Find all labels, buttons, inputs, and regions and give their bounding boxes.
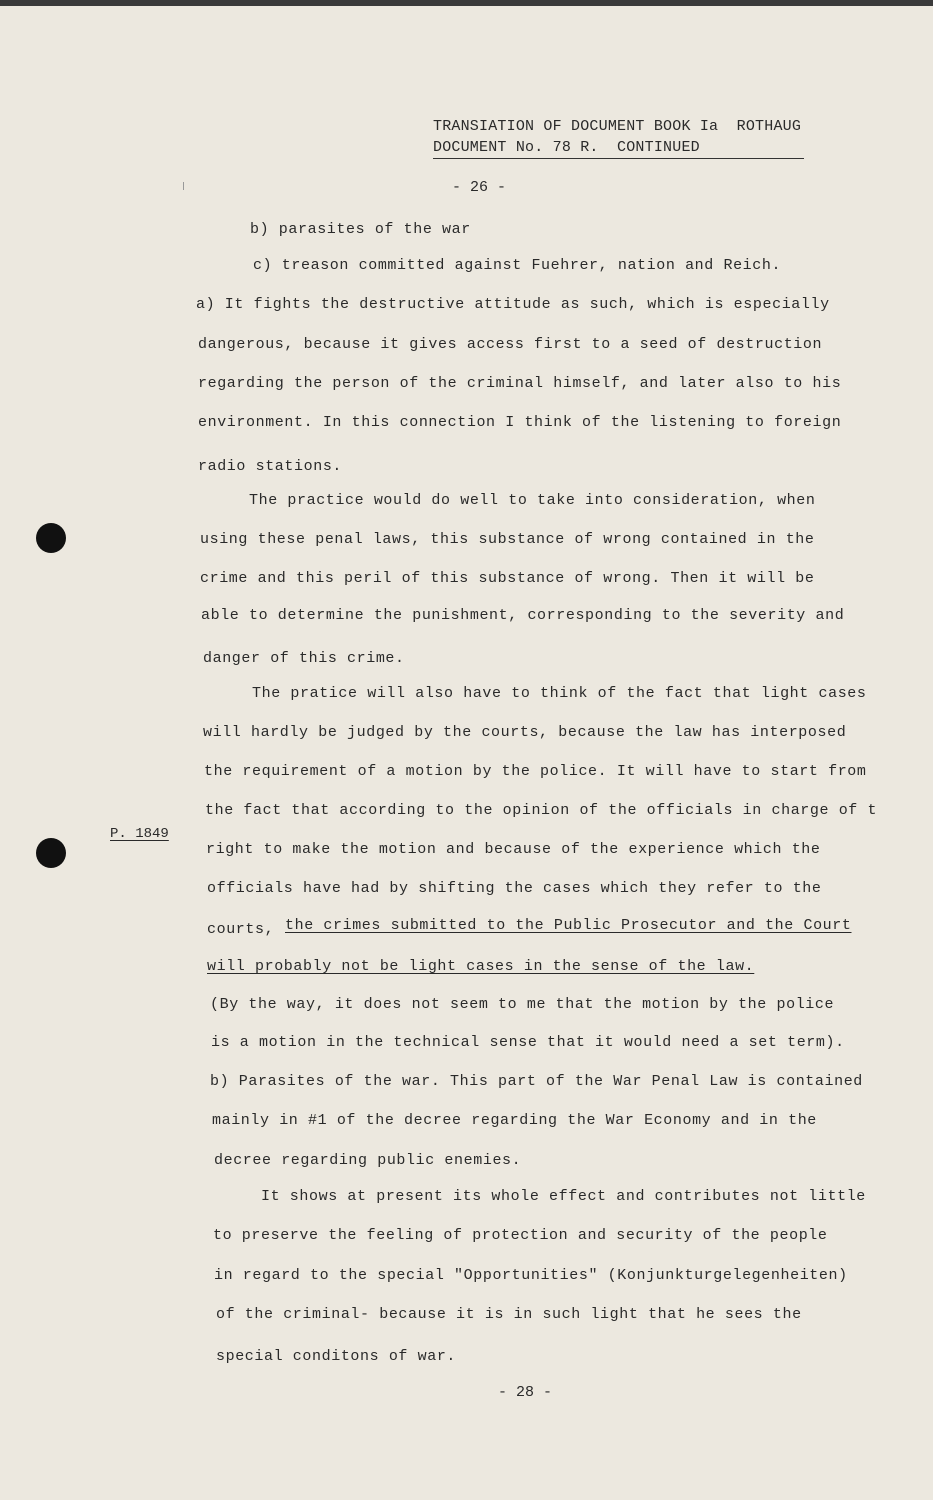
page-number-top: - 26 -: [452, 179, 507, 196]
text-line: will hardly be judged by the courts, because the law has interposed: [203, 724, 847, 741]
text-line: special conditons of war.: [216, 1348, 457, 1365]
header-line-1: TRANSIATION OF DOCUMENT BOOK Ia ROTHAUG: [433, 118, 802, 135]
header-line-2: DOCUMENT No. 78 R. CONTINUED: [433, 137, 804, 159]
text-line: to preserve the feeling of protection and security of the people: [213, 1227, 828, 1244]
text-line: the fact that according to the opinion of the officials in charge of t: [205, 802, 878, 819]
text-line: courts,: [207, 921, 275, 938]
text-line: of the criminal- because it is in such light that he sees the: [216, 1306, 802, 1323]
text-line: a) It fights the destructive attitude as such, which is especially: [196, 296, 830, 313]
underlined-text-line: the crimes submitted to the Public Prosecutor and the Court: [285, 917, 852, 934]
text-line: officials have had by shifting the cases which they refer to the: [207, 880, 822, 897]
punch-hole-lower: [36, 838, 66, 868]
text-line: danger of this crime.: [203, 650, 405, 667]
text-line: regarding the person of the criminal himself, and later also to his: [198, 375, 842, 392]
margin-note: P. 1849: [110, 826, 169, 842]
text-line: The practice would do well to take into consideration, when: [249, 492, 816, 509]
text-line: The pratice will also have to think of the fact that light cases: [252, 685, 867, 702]
text-line: environment. In this connection I think of the listening to foreign: [198, 414, 842, 431]
text-line: dangerous, because it gives access first to a seed of destruction: [198, 336, 823, 353]
margin-mark: [183, 182, 184, 190]
document-header: [433, 116, 804, 159]
text-line: crime and this peril of this substance of wrong. Then it will be: [200, 570, 815, 587]
text-line: b) parasites of the war: [250, 221, 471, 238]
text-line: decree regarding public enemies.: [214, 1152, 522, 1169]
text-line: right to make the motion and because of the experience which the: [206, 841, 821, 858]
text-line: (By the way, it does not seem to me that the motion by the police: [210, 996, 835, 1013]
text-line: using these penal laws, this substance of wrong contained in the: [200, 531, 815, 548]
text-line: radio stations.: [198, 458, 343, 475]
page-top-edge: [0, 0, 933, 6]
text-line: in regard to the special "Opportunities" (Konjunkturgelegenheiten): [214, 1267, 848, 1284]
text-line: mainly in #1 of the decree regarding the War Economy and in the: [212, 1112, 817, 1129]
page-number-bottom: - 28 -: [498, 1384, 553, 1401]
punch-hole-upper: [36, 523, 66, 553]
underlined-text-line: will probably not be light cases in the sense of the law.: [207, 958, 755, 975]
text-line: the requirement of a motion by the police. It will have to start from: [204, 763, 867, 780]
text-line: It shows at present its whole effect and contributes not little: [261, 1188, 866, 1205]
text-line: is a motion in the technical sense that it would need a set term).: [211, 1034, 845, 1051]
text-line: c) treason committed against Fuehrer, nation and Reich.: [253, 257, 782, 274]
text-line: able to determine the punishment, corresponding to the severity and: [201, 607, 845, 624]
text-line: b) Parasites of the war. This part of the War Penal Law is contained: [210, 1073, 863, 1090]
